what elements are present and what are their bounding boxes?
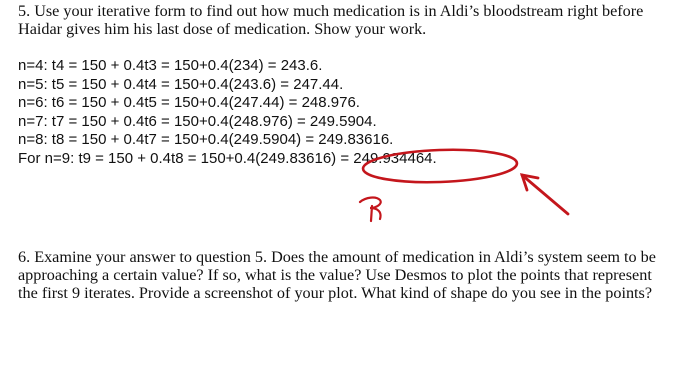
- work-line-n6: n=6: t6 = 150 + 0.4t5 = 150+0.4(247.44) = 248.976.: [18, 94, 360, 112]
- handwritten-mark: [360, 198, 381, 221]
- final-answer: = 249.934464.: [340, 149, 437, 167]
- question-5-text: 5. Use your iterative form to find out how much medication is in Aldi’s bloodstream right before Haidar gives him his last dose of medication. Show your work.: [18, 2, 644, 38]
- arrow-icon: [522, 175, 568, 214]
- work-line-n7: n=7: t7 = 150 + 0.4t6 = 150+0.4(248.976) = 249.5904.: [18, 112, 377, 130]
- work-block: [18, 57, 437, 169]
- final-work-line: [18, 150, 437, 169]
- question-6: [18, 248, 669, 302]
- work-line-n5: n=5: t5 = 150 + 0.4t4 = 150+0.4(243.6) = 247.44.: [18, 75, 344, 93]
- work-line-n4: n=4: t4 = 150 + 0.4t3 = 150+0.4(234) = 243.6.: [18, 57, 323, 74]
- final-work-prefix: For n=9: t9 = 150 + 0.4t8 = 150+0.4(249.83616): [18, 149, 341, 167]
- question-6-text: 6. Examine your answer to question 5. Does the amount of medication in Aldi’s system seem to be approaching a certain value? If so, what is the value? Use Desmos to plot the points that represent the first 9 iterates. Provide a screenshot of your plot. What kind of shape do you see in the points?: [18, 248, 656, 302]
- work-line-n8: n=8: t8 = 150 + 0.4t7 = 150+0.4(249.5904) = 249.83616.: [18, 131, 394, 149]
- question-5: [18, 2, 669, 38]
